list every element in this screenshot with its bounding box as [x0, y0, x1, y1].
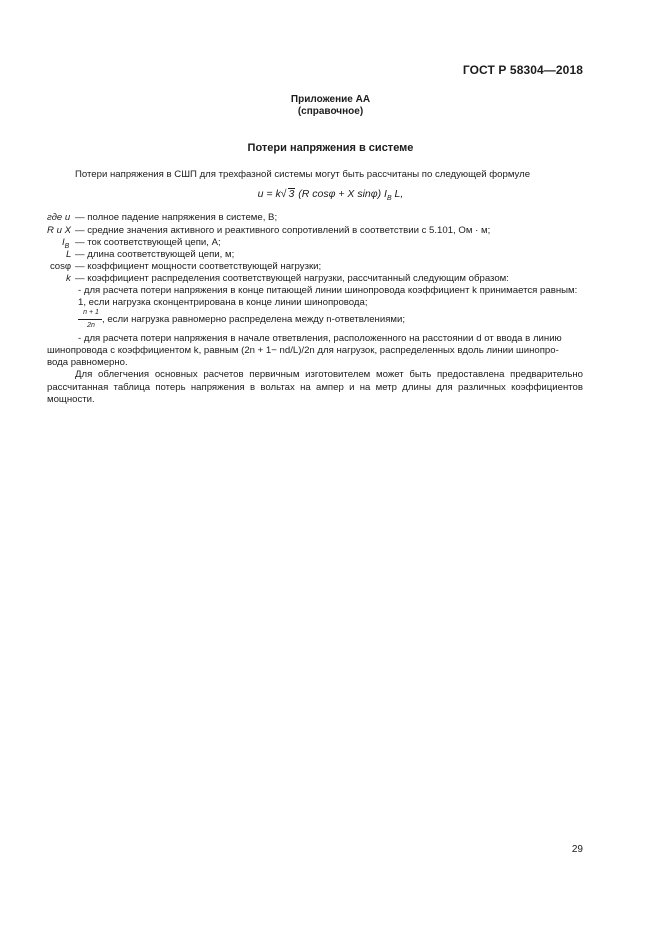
sqrt-icon: √: [280, 188, 287, 200]
case1-line3: , если нагрузка равномерно распределена между n-ответвлениями;: [102, 314, 406, 325]
annex-title: Приложение АА: [290, 94, 371, 105]
def-symbol: L: [66, 249, 72, 260]
case1-line1: - для расчета потери напряжения в конце питающей линии шинопровода коэффициент k принимается равным:: [78, 285, 578, 296]
case2-line3: вода равномерно.: [47, 357, 128, 368]
final-paragraph: Для облегчения основных расчетов первичным изготовителем может быть предоставлена предварительно рассчитанная таблица потерь напряжения в вольтах на ампер и на метр длины для различных коэффициентов мощности.: [47, 369, 583, 406]
formula-tail: L,: [394, 188, 404, 200]
formula-lhs: u = k: [257, 188, 281, 200]
fraction-bar: [78, 319, 102, 320]
fraction-denominator: 2n: [87, 322, 95, 329]
def-text: — полное падение напряжения в системе, В;: [75, 212, 278, 223]
def-symbol: cosφ: [50, 261, 72, 272]
def-symbol: где u: [47, 212, 71, 223]
document-code: ГОСТ Р 58304—2018: [462, 63, 583, 77]
annex-subtitle: (справочное): [297, 106, 364, 117]
case1-line2: 1, если нагрузка сконцентрирована в конце линии шинопровода;: [78, 297, 368, 308]
def-text: — средние значения активного и реактивного сопротивлений в соответствии с 5.101, Ом · м;: [75, 225, 491, 236]
page-number: 29: [571, 844, 583, 855]
def-text: — коэффициент мощности соответствующей нагрузки;: [75, 261, 322, 272]
def-text: — ток соответствующей цепи, А;: [75, 237, 221, 248]
def-text: — длина соответствующей цепи, м;: [75, 249, 235, 260]
section-title: Потери напряжения в системе: [247, 142, 414, 154]
case2-line1: - для расчета потери напряжения в начале ответвления, расположенного на расстоянии d от ввода в линию: [78, 333, 562, 344]
formula-sub: B: [386, 195, 392, 203]
def-symbol: k: [66, 273, 71, 284]
case2-line2: шинопровода с коэффициентом k, равным (2n + 1− nd/L)/2n для нагрузок, распределенных вдоль линии шинопро-: [47, 345, 559, 356]
formula-body: (R cosφ + X sinφ) I: [298, 188, 387, 200]
intro-text: Потери напряжения в СШП для трехфазной системы могут быть рассчитаны по следующей формуле: [75, 169, 531, 180]
def-symbol: R и X: [47, 225, 71, 236]
formula-sqrt-arg: 3: [288, 188, 295, 200]
formula: [0, 188, 661, 202]
def-symbol: $I_B$: [62, 237, 70, 250]
fraction-numerator: n + 1: [83, 309, 99, 316]
def-text: — коэффициент распределения соответствующей нагрузки, рассчитанный следующим образом:: [75, 273, 509, 284]
